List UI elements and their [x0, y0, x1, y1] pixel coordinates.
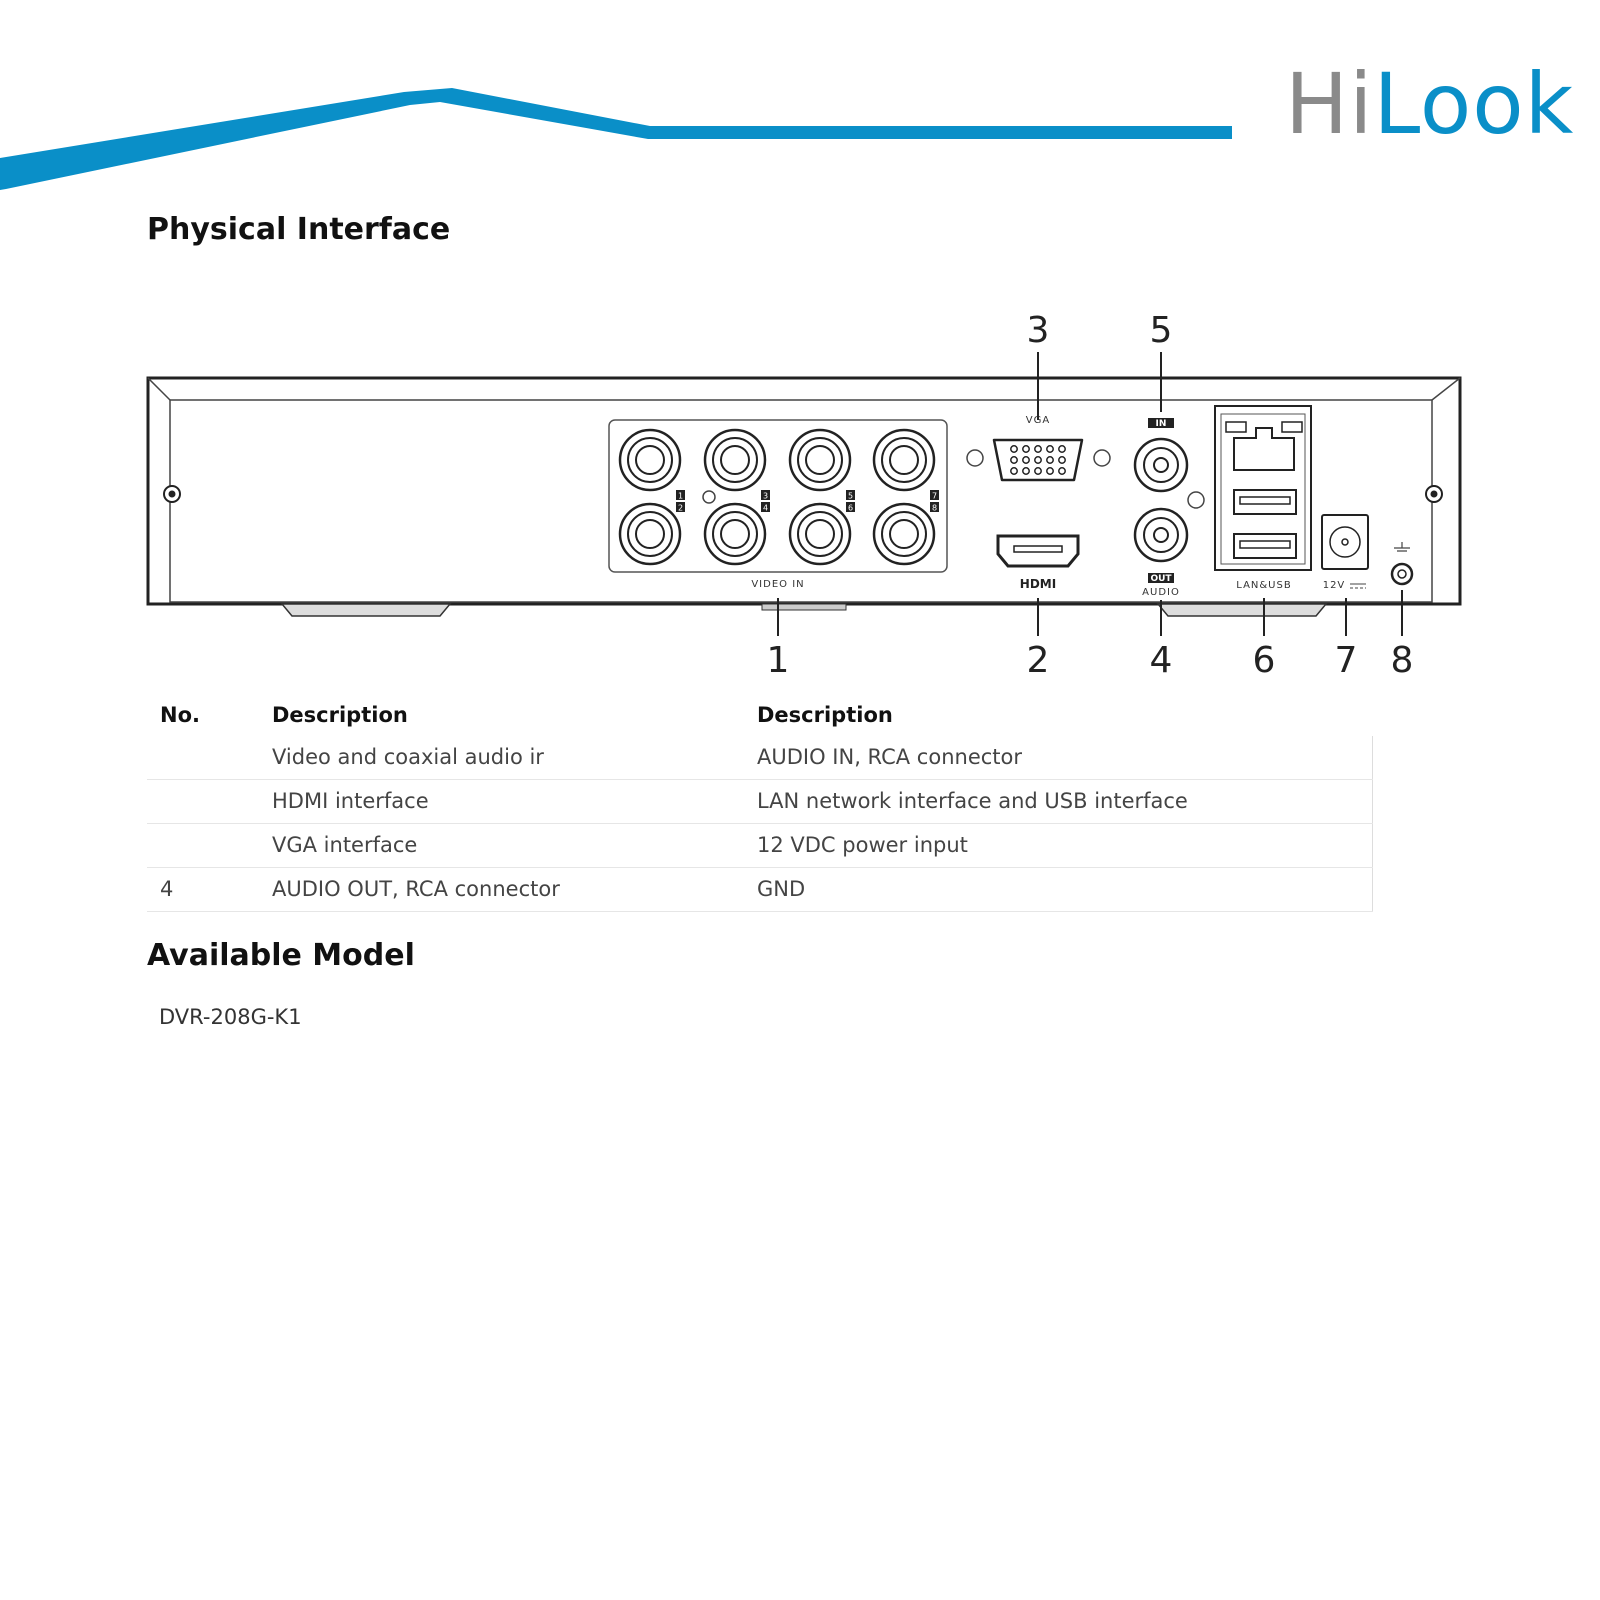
model-number: DVR-208G-K1	[159, 1005, 302, 1029]
channel-number: 4	[762, 503, 769, 513]
header-no: No.	[160, 703, 200, 727]
table-row	[147, 736, 1373, 780]
row-description: Video and coaxial audio ir	[272, 736, 657, 780]
table-row	[147, 780, 1373, 824]
table-row	[147, 824, 1373, 868]
callout-4: 4	[1149, 640, 1173, 680]
dc-power-port-icon	[1322, 515, 1368, 569]
physical-interface-title: Physical Interface	[147, 212, 451, 247]
channel-number: 7	[931, 491, 938, 501]
callout-3: 3	[1026, 310, 1050, 351]
screw-left-icon	[164, 486, 180, 502]
row-no: 4	[147, 868, 272, 912]
lan-usb-block	[1215, 406, 1311, 570]
usb-port-icon	[1234, 534, 1296, 558]
channel-number: 2	[677, 503, 684, 513]
table-header-row	[147, 696, 1373, 736]
chassis-foot	[282, 604, 450, 616]
audio-in-label: IN	[1155, 419, 1167, 429]
callout-5: 5	[1149, 310, 1173, 351]
row-description: VGA interface	[272, 824, 657, 868]
bnc-connector-icon	[790, 504, 850, 564]
row-description: HDMI interface	[272, 780, 657, 824]
row-description-2: LAN network interface and USB interface	[757, 780, 1373, 824]
bnc-connector-icon	[705, 430, 765, 490]
audio-in-rca-icon	[1135, 439, 1187, 491]
callout-6: 6	[1252, 640, 1276, 680]
rj45-port-icon	[1226, 422, 1302, 470]
row-description-2: AUDIO IN, RCA connector	[757, 736, 1373, 780]
row-no	[147, 780, 272, 824]
hdmi-label: HDMI	[1019, 577, 1057, 591]
table-row	[147, 868, 1373, 912]
bnc-connector-icon	[620, 430, 680, 490]
audio-label: AUDIO	[1142, 587, 1180, 598]
channel-number: 8	[931, 503, 938, 513]
row-description-2: 12 VDC power input	[757, 824, 1373, 868]
chassis-foot	[1158, 604, 1326, 616]
audio-out-label: OUT	[1150, 574, 1172, 584]
video-in-label: VIDEO IN	[751, 579, 805, 590]
available-model-title: Available Model	[147, 938, 415, 973]
header-description-1: Description	[272, 703, 408, 727]
bnc-connector-icon	[874, 430, 934, 490]
header-description-2: Description	[757, 703, 893, 727]
bnc-connector-icon	[620, 504, 680, 564]
channel-number: 1	[677, 491, 684, 501]
row-description: AUDIO OUT, RCA connector	[272, 868, 657, 912]
audio-out-rca-icon	[1135, 509, 1187, 561]
lan-usb-label: LAN&USB	[1236, 580, 1292, 591]
callout-2: 2	[1026, 640, 1050, 680]
channel-number: 5	[847, 491, 854, 501]
bnc-connector-icon	[705, 504, 765, 564]
brand-swoosh	[0, 88, 1232, 190]
row-no	[147, 824, 272, 868]
channel-number: 3	[762, 491, 769, 501]
hdmi-port-icon	[998, 536, 1078, 566]
dvr-rear-panel-diagram	[130, 300, 1470, 680]
callout-7: 7	[1334, 640, 1358, 680]
bnc-connector-icon	[874, 504, 934, 564]
callout-8: 8	[1390, 640, 1414, 680]
brand-logo: HiLook	[1285, 55, 1575, 153]
vga-label: VGA	[1025, 415, 1051, 426]
screw-right-icon	[1426, 486, 1442, 502]
channel-number: 6	[847, 503, 854, 513]
interface-table	[147, 696, 1373, 912]
usb-port-icon	[1234, 490, 1296, 514]
callout-1: 1	[766, 640, 790, 680]
row-no	[147, 736, 272, 780]
header-spacer	[657, 696, 757, 736]
power-label: 12V	[1322, 580, 1346, 591]
bnc-connector-icon	[790, 430, 850, 490]
row-description-2: GND	[757, 868, 1373, 912]
